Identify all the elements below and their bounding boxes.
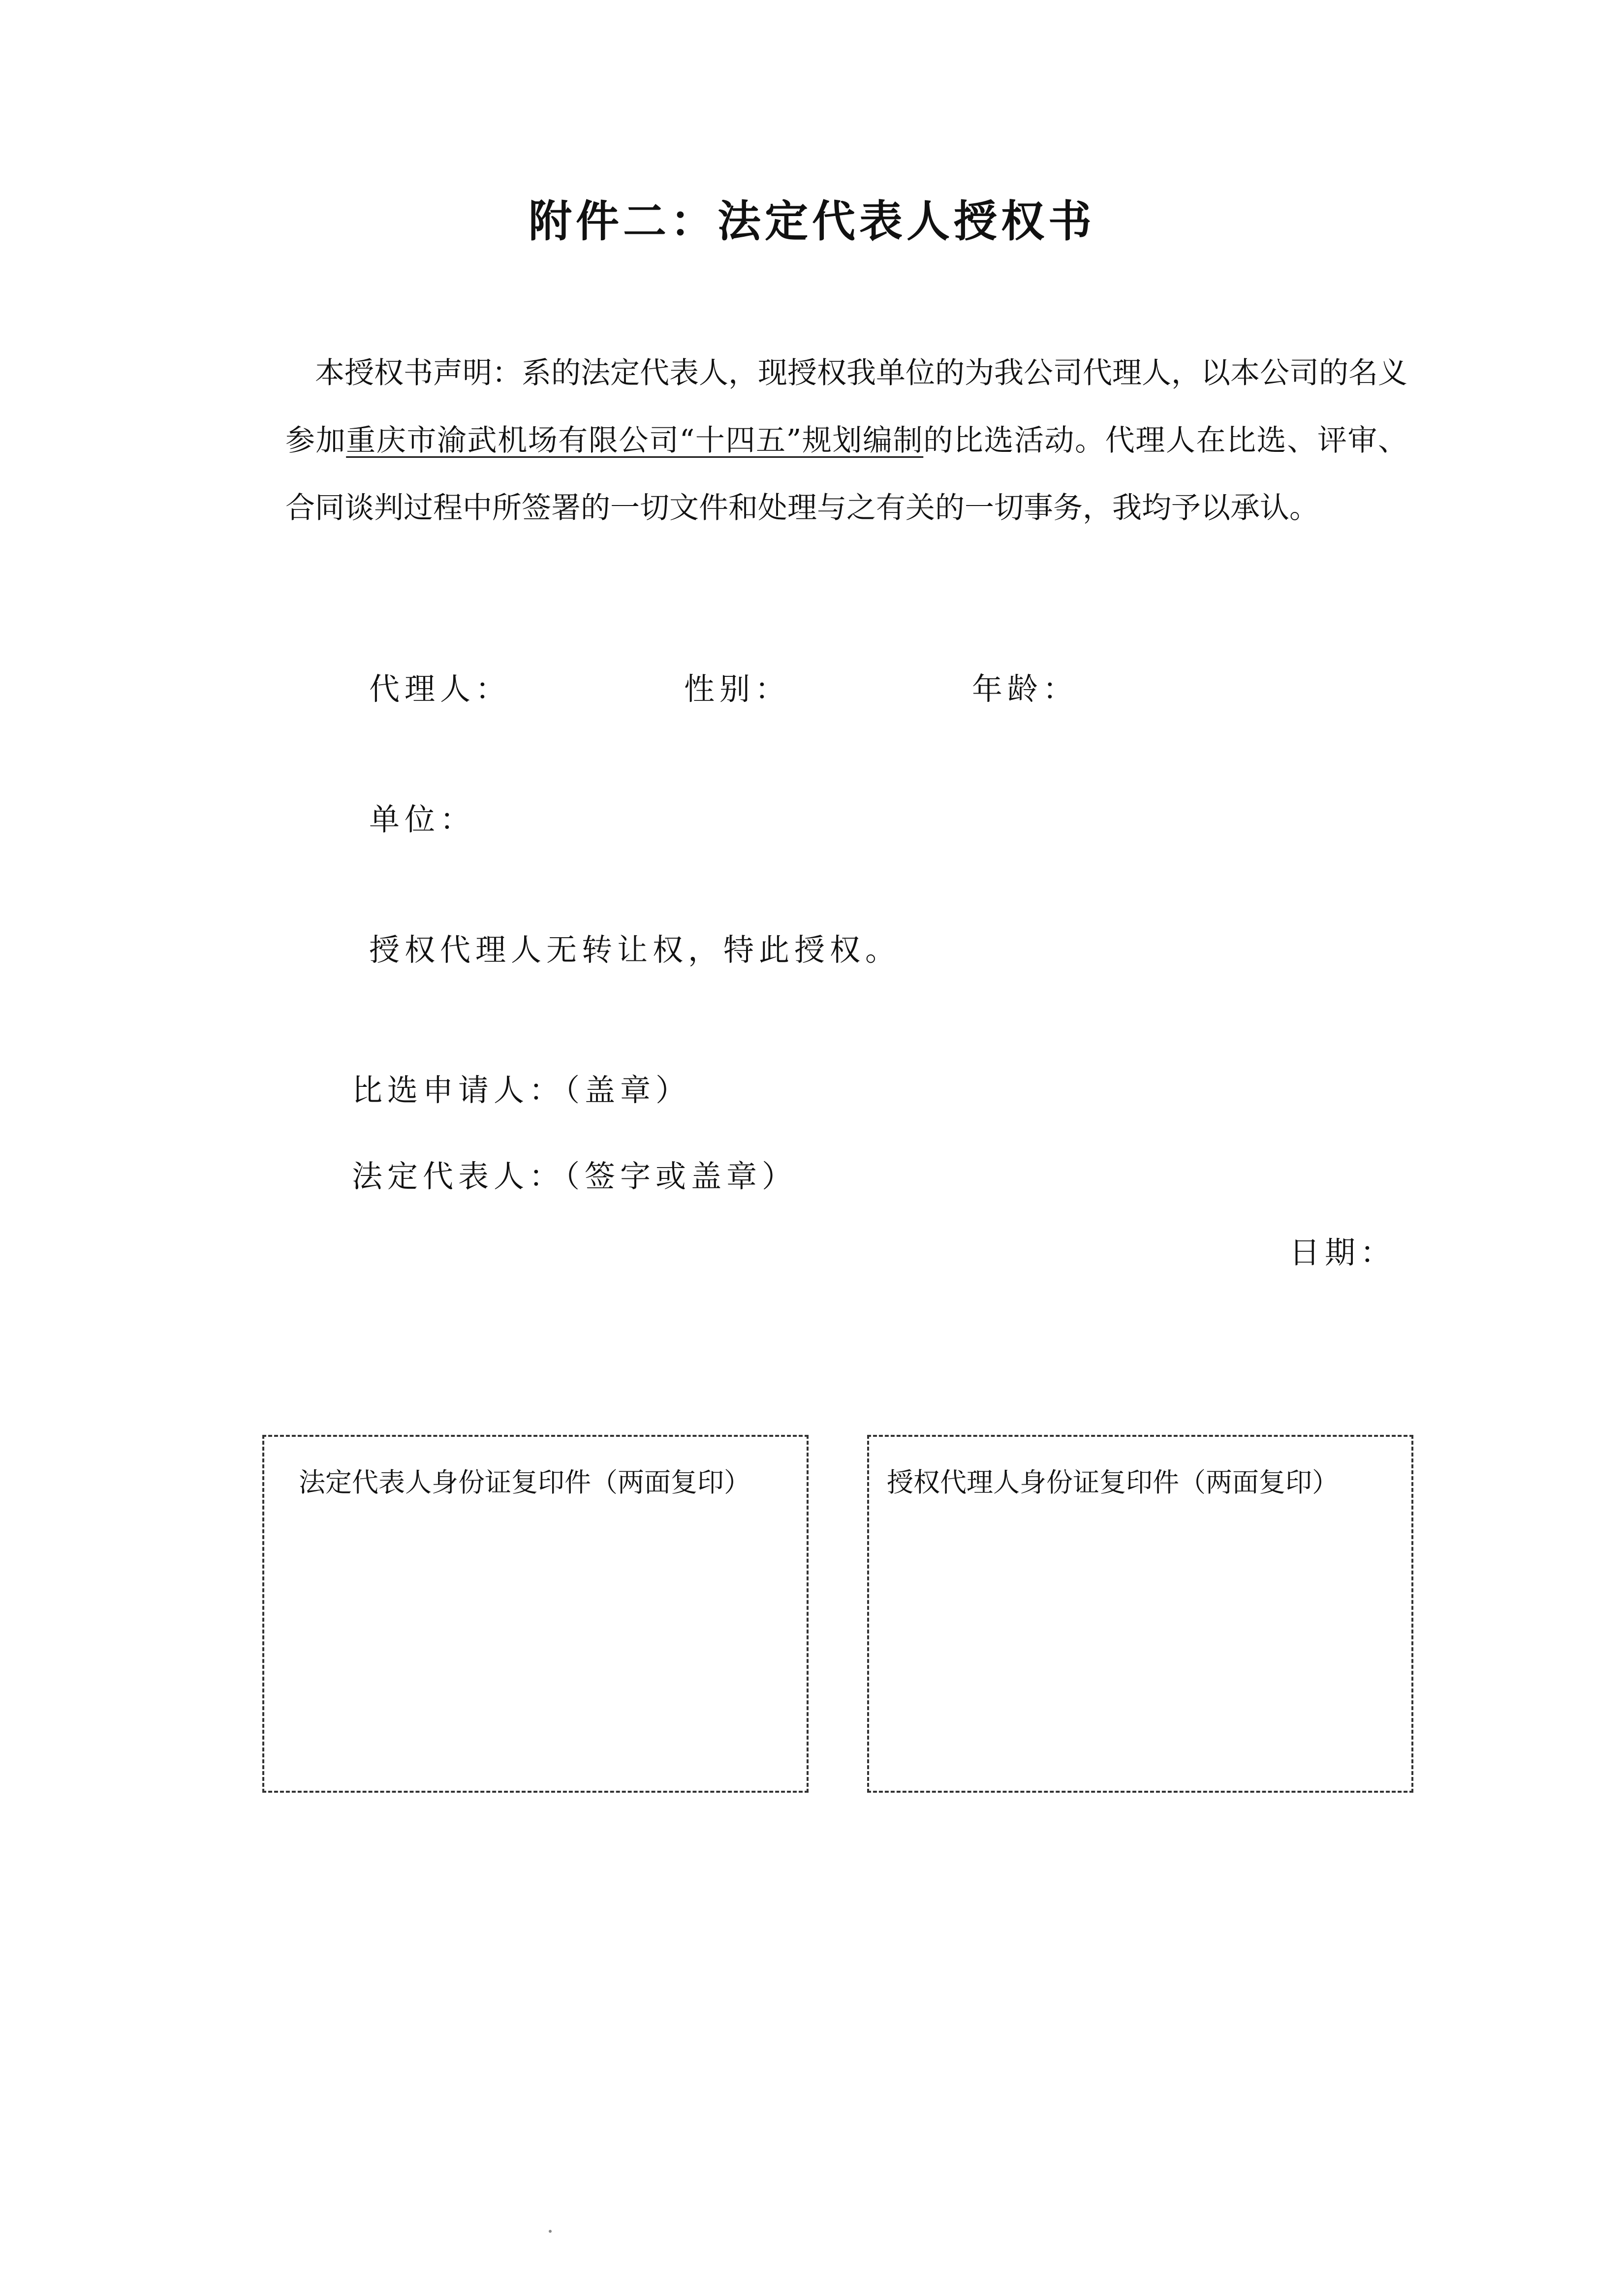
agent-label: 代理人： — [369, 671, 511, 707]
date-label: 日期： — [1289, 1235, 1396, 1270]
gender-label: 性别： — [684, 671, 791, 707]
legal-rep-id-copy-box — [262, 1435, 809, 1793]
statement-part-2: 的比选活动。代理人在比选、评审、合同谈判过程中所签署的一切文件和处理与之有关的一切事务，我均予以承认。 — [285, 423, 1407, 525]
project-name: 重庆市渝武机场有限公司“十四五”规划编制 — [346, 423, 924, 458]
authorization-statement — [285, 340, 1407, 542]
no-transfer-statement: 授权代理人无转让权，特此授权。 — [369, 932, 901, 968]
applicant-seal-label: 比选申请人：（盖章） — [352, 1072, 691, 1108]
page-title: 附件二：法定代表人授权书 — [528, 196, 1095, 247]
agent-id-copy-label: 授权代理人身份证复印件（两面复印） — [887, 1467, 1339, 1498]
age-label: 年龄： — [972, 671, 1079, 707]
unit-label: 单位： — [369, 801, 476, 837]
legal-rep-id-copy-label: 法定代表人身份证复印件（两面复印） — [299, 1467, 750, 1498]
legal-rep-sign-label: 法定代表人：（签字或盖章） — [352, 1158, 798, 1194]
agent-id-copy-box — [867, 1435, 1413, 1793]
scan-speck — [549, 2230, 552, 2233]
statement-part-1: 本授权书声明：系的法定代表人，现授权我单位的为我公司代理人，以本公司的名义参加 — [285, 356, 1407, 458]
